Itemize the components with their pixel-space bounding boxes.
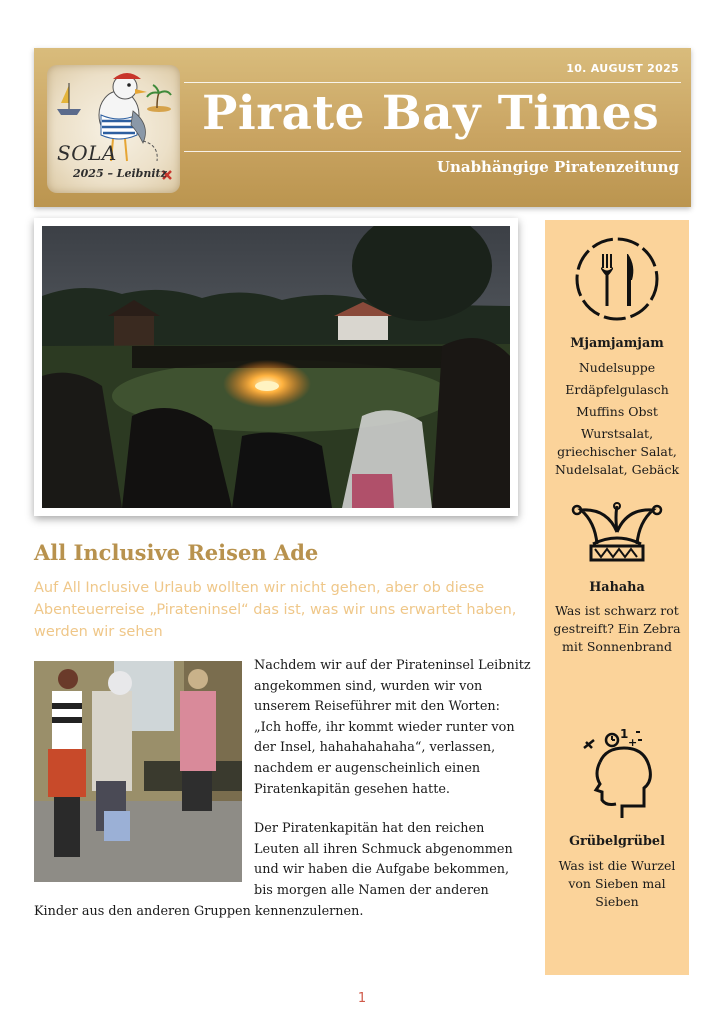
svg-text:1: 1 [620, 727, 629, 741]
list-item: Wurstsalat, griechischer Salat, Nudelsalat, Gebäck [554, 426, 680, 477]
article-paragraph: Der Piratenkapitän hat den reichen Leuten all ihren Schmuck abgenommen und wir haben die Aufgabe bekommen, bis morgen alle Namen der anderen Kinder aus den anderen Gruppen kennenzulernen. [34, 821, 513, 919]
svg-text:+: + [628, 736, 638, 749]
logo-line-2: 2025 – Leibnitz [73, 167, 167, 180]
joke-text: Was ist schwarz rot gestreift? Ein Zebra mit Sonnenbrand [553, 603, 681, 654]
thinking-head-icon [545, 726, 689, 822]
list-item: Nudelsuppe [578, 360, 656, 375]
main-photo-frame [34, 218, 518, 516]
joke-heading: Hahaha [589, 580, 645, 595]
article-lead: Auf All Inclusive Urlaub wollten wir nicht gehen, aber ob diese Abenteuerreise „Pirateninsel“ das ist, was wir uns erwartet haben, werden wir sehen [34, 580, 517, 640]
article-body [34, 656, 531, 941]
article-headline: All Inclusive Reisen Ade [34, 540, 319, 565]
newspaper-subtitle: Unabhängige Piratenzeitung [436, 158, 679, 176]
campfire-photo [42, 226, 510, 508]
sidebar [545, 220, 689, 975]
fork-knife-icon [545, 234, 689, 324]
page-number: 1 [357, 991, 367, 1006]
puzzle-text: Was ist die Wurzel von Sieben mal Sieben [558, 858, 676, 909]
masthead-rule-bottom [184, 151, 681, 152]
masthead [34, 48, 691, 207]
logo-line-1: SOLA [57, 141, 117, 165]
masthead-rule-top [184, 82, 681, 83]
seagull-pirate-logo [47, 65, 180, 193]
food-heading: Mjamjamjam [570, 336, 664, 351]
jester-hat-icon [545, 502, 689, 568]
list-item: Muffins Obst [576, 404, 658, 419]
puzzle-heading: Grübelgrübel [569, 834, 665, 849]
food-menu-list [549, 359, 685, 483]
article-paragraph: Nachdem wir auf der Pirateninsel Leibnitz angekommen sind, wurden wir von unserem Reiseführer mit den Worten: „Ich hoffe, ihr kommt wieder runter von der Insel, hahahahahaha“, verlassen, nachdem er augenscheinlich einen Piratenkapitän gesehen hatte. [254, 658, 531, 797]
newspaper-title: Pirate Bay Times [202, 86, 660, 141]
list-item: Erdäpfelgulasch [565, 382, 669, 397]
issue-date: 10. AUGUST 2025 [566, 62, 679, 75]
